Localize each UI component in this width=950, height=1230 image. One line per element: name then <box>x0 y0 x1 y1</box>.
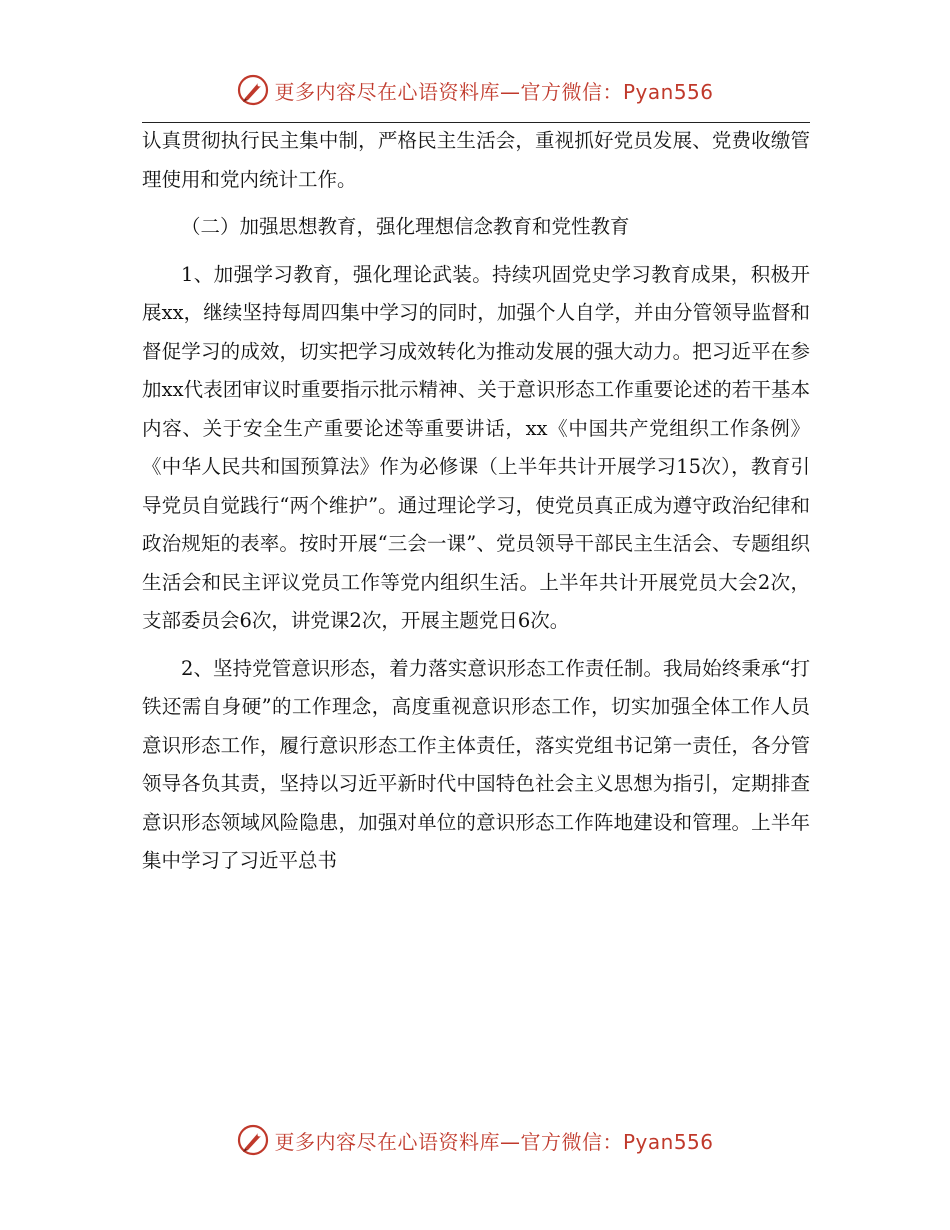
pen-logo-icon <box>236 1123 270 1157</box>
header-brand: 更多内容尽在心语资料库 <box>274 79 500 104</box>
footer-text <box>274 1126 713 1155</box>
paragraph-3: 2、坚持党管意识形态，着力落实意识形态工作责任制。我局始终秉承“打铁还需自身硬”的工作理念，高度重视意识形态工作，切实加强全体工作人员意识形态工作，履行意识形态工作主体责任，落实党组书记第一责任，各分管领导各负其责，坚持以习近平新时代中国特色社会主义思想为指引，定期排查意识形态领域风险隐患，加强对单位的意识形态工作阵地建设和管理。上半年集中学习了习近平总书 <box>142 656 810 872</box>
header-contact-label: 官方微信： <box>520 79 623 104</box>
footer-banner <box>0 1118 950 1162</box>
footer-brand: 更多内容尽在心语资料库 <box>274 1129 500 1154</box>
footer-separator: — <box>499 1129 521 1154</box>
header-banner <box>0 68 950 112</box>
section-heading: （二）加强思想教育，强化理想信念教育和党性教育 <box>181 215 630 238</box>
header-contact-id: Pyan556 <box>622 79 714 104</box>
pen-logo-icon <box>236 73 270 107</box>
header-separator: — <box>499 79 521 104</box>
paragraph-2: 1、加强学习教育，强化理论武装。持续巩固党史学习教育成果，积极开展xx，继续坚持每周四集中学习的同时，加强个人自学，并由分管领导监督和督促学习的成效，切实把学习成效转化为推动发展的强大动力。把习近平在参加xx代表团审议时重要指示批示精神、关于意识形态工作重要论述的若干基本内容、关于安全生产重要论述等重要讲话，xx《中国共产党组织工作条例》《中华人民共和国预算法》作为必修课（上半年共计开展学习15次），教育引导党员自觉践行“两个维护”。通过理论学习，使党员真正成为遵守政治纪律和政治规矩的表率。按时开展“三会一课”、党员领导干部民主生活会、专题组织生活会和民主评议党员工作等党内组织生活。上半年共计开展党员大会2次，支部委员会6次，讲党课2次，开展主题党日6次。 <box>142 262 810 632</box>
document-body <box>142 122 810 881</box>
footer-contact-label: 官方微信： <box>520 1129 623 1154</box>
paragraph-1: 认真贯彻执行民主集中制，严格民主生活会，重视抓好党员发展、党费收缴管理使用和党内统计工作。 <box>142 129 810 191</box>
header-text <box>274 76 713 105</box>
footer-contact-id: Pyan556 <box>622 1129 714 1154</box>
